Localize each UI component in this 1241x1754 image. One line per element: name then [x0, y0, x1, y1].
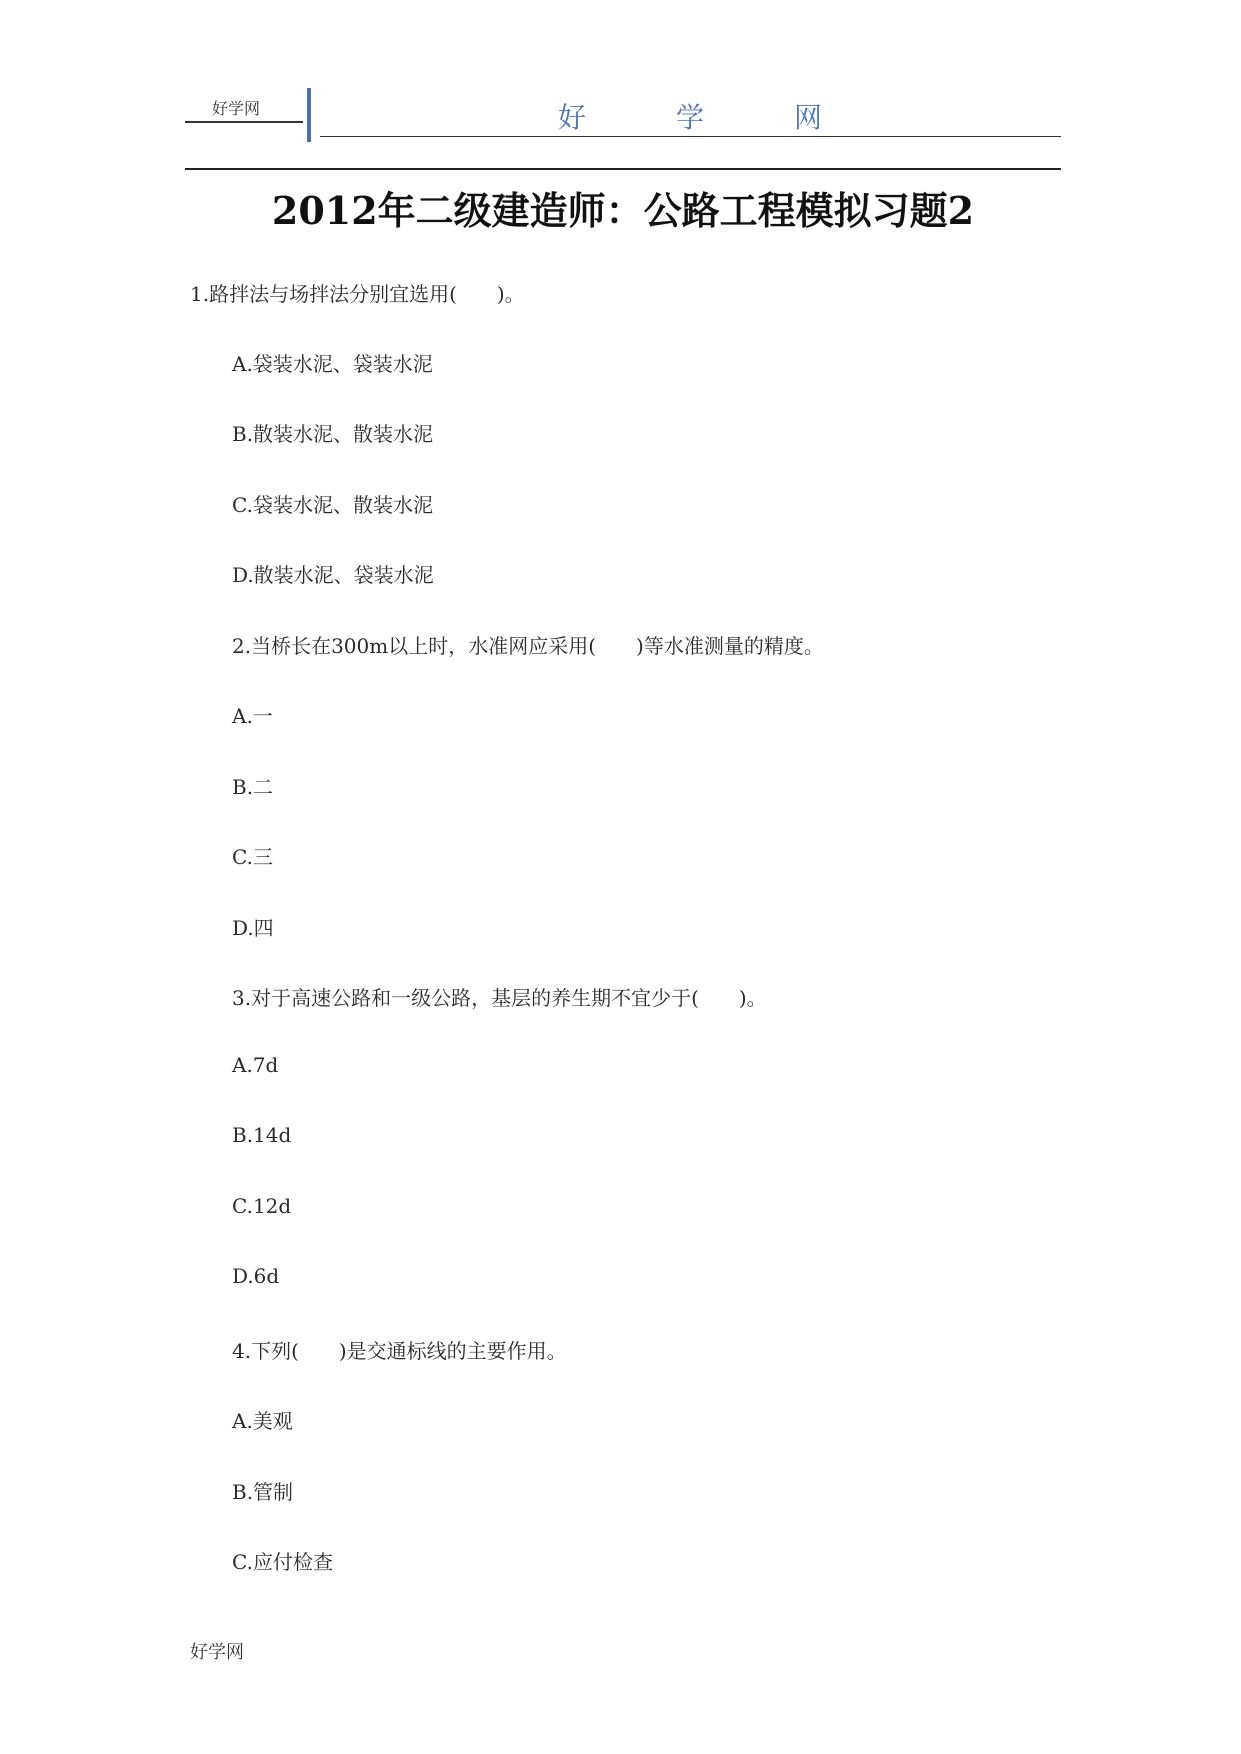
option-4a: A.美观 [232, 1409, 293, 1433]
header-accent-bar [307, 88, 311, 142]
footer-site-label: 好学网 [190, 1642, 244, 1663]
header-site-label: 好学网 [212, 99, 261, 118]
header-divider [185, 168, 1061, 170]
option-3c: C.12d [232, 1194, 292, 1218]
option-1d: D.散装水泥、袋装水泥 [232, 563, 434, 587]
option-1b: B.散装水泥、散装水泥 [232, 422, 434, 446]
option-3b: B.14d [232, 1123, 292, 1147]
option-2c: C.三 [232, 845, 273, 869]
header-right-rule [320, 136, 1061, 137]
option-2d: D.四 [232, 916, 274, 940]
option-4c: C.应付检查 [232, 1550, 333, 1574]
header-brand: 好学网 [557, 101, 912, 134]
option-2b: B.二 [232, 775, 274, 799]
page-title: 2012年二级建造师：公路工程模拟习题2 [271, 188, 975, 233]
option-4b: B.管制 [232, 1480, 294, 1504]
question-3: 3.对于高速公路和一级公路，基层的养生期不宜少于( )。 [232, 986, 767, 1010]
option-1a: A.袋装水泥、袋装水泥 [232, 352, 433, 376]
option-1c: C.袋装水泥、散装水泥 [232, 493, 433, 517]
option-3a: A.7d [232, 1053, 279, 1077]
question-2: 2.当桥长在300m以上时，水准网应采用( )等水准测量的精度。 [232, 634, 824, 658]
question-4: 4.下列( )是交通标线的主要作用。 [232, 1339, 567, 1363]
question-1: 1.路拌法与场拌法分别宜选用( )。 [190, 282, 525, 306]
option-3d: D.6d [232, 1264, 280, 1288]
option-2a: A.一 [232, 704, 273, 728]
header-left-rule [185, 121, 303, 123]
